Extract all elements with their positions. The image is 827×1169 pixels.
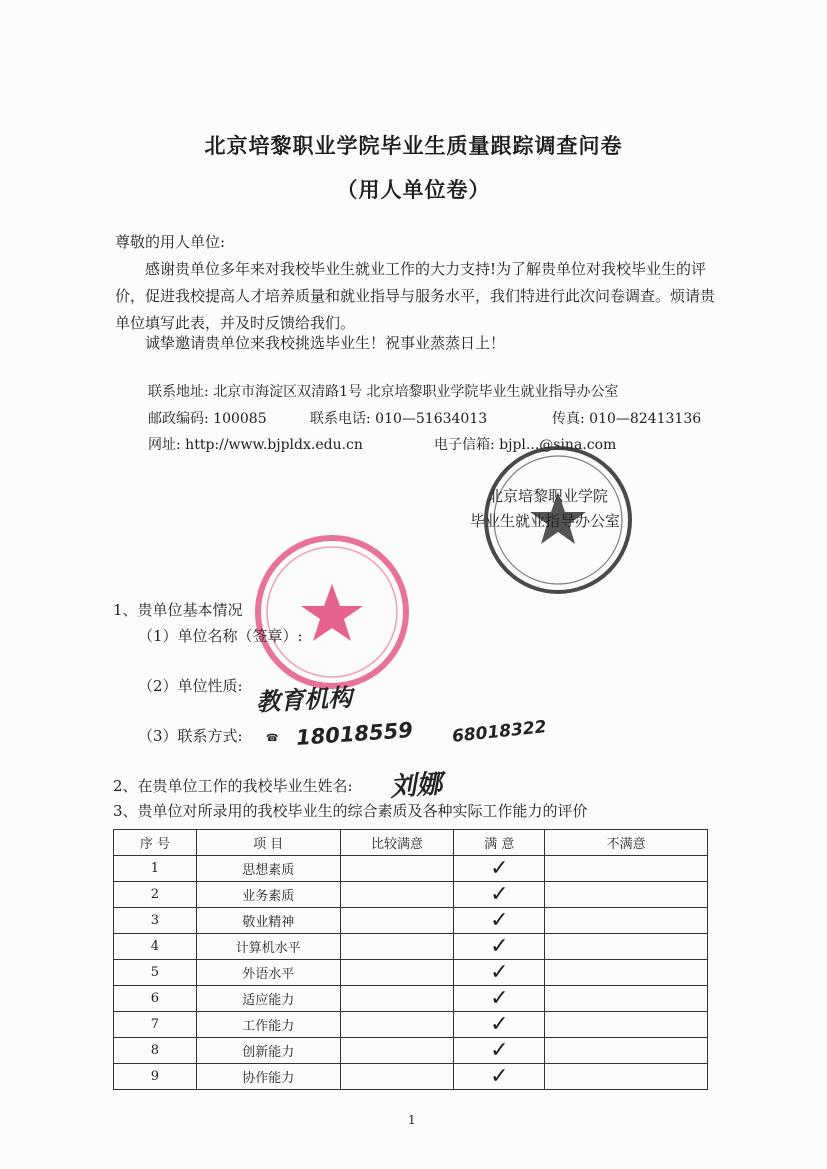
header-item: 项 目 (196, 830, 340, 856)
cell-satisfied (454, 1038, 545, 1064)
address-label: 联系地址: (148, 384, 209, 400)
address-value: 北京市海淀区双清路1号 北京培黎职业学院毕业生就业指导办公室 (213, 384, 619, 400)
website-label: 网址: (148, 437, 181, 453)
contact-fax (552, 408, 701, 428)
row-item: 敬业精神 (196, 908, 340, 934)
table-header-row (114, 830, 708, 856)
unit-name-label: （1）单位名称（签章）: (138, 627, 303, 645)
table-row (114, 1064, 708, 1090)
row-no: 5 (114, 960, 197, 986)
company-seal (252, 532, 412, 692)
website-value: http://www.bjpldx.edu.cn (185, 437, 363, 453)
cell-satisfied (454, 1012, 545, 1038)
check-mark-icon: ✓ (490, 907, 509, 933)
table-row (114, 1038, 708, 1064)
greeting: 尊敬的用人单位: (115, 233, 226, 251)
row-no: 4 (114, 934, 197, 960)
evaluation-table (113, 829, 708, 1090)
cell-fairly-satisfied (340, 960, 454, 986)
cell-fairly-satisfied (340, 856, 454, 882)
check-mark-icon: ✓ (490, 855, 509, 881)
row-no: 6 (114, 986, 197, 1012)
cell-fairly-satisfied (340, 1038, 454, 1064)
cell-fairly-satisfied (340, 986, 454, 1012)
email-value: bjpl...@sina.com (499, 437, 617, 453)
page-number: 1 (408, 1113, 416, 1127)
unit-nature-value: 教育机构 (255, 683, 353, 717)
cell-fairly-satisfied (340, 934, 454, 960)
table-row (114, 908, 708, 934)
section1-heading: 1、贵单位基本情况 (113, 601, 243, 619)
cell-unsatisfied (545, 882, 708, 908)
contact-value-1: 18018559 (295, 717, 414, 751)
row-item: 协作能力 (196, 1064, 340, 1090)
cell-satisfied (454, 986, 545, 1012)
cell-unsatisfied (545, 908, 708, 934)
cell-unsatisfied (545, 960, 708, 986)
row-no: 2 (114, 882, 197, 908)
contact-address (148, 381, 619, 401)
check-mark-icon: ✓ (490, 1037, 509, 1063)
cell-fairly-satisfied (340, 1064, 454, 1090)
table-row (114, 986, 708, 1012)
cell-unsatisfied (545, 856, 708, 882)
signature-line-2: 毕业生就业指导办公室 (470, 512, 621, 530)
row-item: 思想素质 (196, 856, 340, 882)
row-item: 计算机水平 (196, 934, 340, 960)
unit-nature-label: （2）单位性质: (138, 677, 243, 695)
cell-satisfied (454, 908, 545, 934)
contact-postcode (148, 408, 267, 428)
postcode-value: 100085 (213, 411, 267, 427)
phone-value: 010—51634013 (375, 411, 488, 427)
page-subtitle: （用人单位卷） (336, 177, 491, 202)
row-item: 外语水平 (196, 960, 340, 986)
cell-satisfied (454, 882, 545, 908)
row-item: 创新能力 (196, 1038, 340, 1064)
cell-satisfied (454, 960, 545, 986)
row-no: 3 (114, 908, 197, 934)
check-mark-icon: ✓ (490, 985, 509, 1011)
fax-label: 传真: (552, 411, 585, 427)
fax-value: 010—82413136 (589, 411, 702, 427)
header-fairly-satisfied: 比较满意 (340, 830, 454, 856)
row-no: 1 (114, 856, 197, 882)
table-row (114, 856, 708, 882)
check-mark-icon: ✓ (490, 959, 509, 985)
table-row (114, 882, 708, 908)
graduate-name-value: 刘娜 (389, 769, 444, 803)
check-mark-icon: ✓ (490, 933, 509, 959)
header-unsatisfied: 不满意 (545, 830, 708, 856)
cell-fairly-satisfied (340, 882, 454, 908)
phone-label: 联系电话: (310, 411, 371, 427)
row-item: 适应能力 (196, 986, 340, 1012)
row-no: 8 (114, 1038, 197, 1064)
invitation-text: 诚挚邀请贵单位来我校挑选毕业生！祝事业蒸蒸日上！ (145, 334, 506, 352)
contact-website (148, 434, 363, 454)
intro-paragraph: 感谢贵单位多年来对我校毕业生就业工作的大力支持!为了解贵单位对我校毕业生的评价，促进我校提高人才培养质量和就业指导与服务水平，我们特进行此次问卷调查。烦请贵单位填写此表，并及时反馈给我们。 (115, 260, 716, 332)
contact-phone (310, 408, 487, 428)
section3-heading: 3、贵单位对所录用的我校毕业生的综合素质及各种实际工作能力的评价 (113, 802, 588, 820)
header-no: 序 号 (114, 830, 197, 856)
section2-heading: 2、在贵单位工作的我校毕业生姓名: (113, 777, 353, 795)
cell-unsatisfied (545, 1038, 708, 1064)
row-no: 7 (114, 1012, 197, 1038)
check-mark-icon: ✓ (490, 881, 509, 907)
page-title: 北京培黎职业学院毕业生质量跟踪调查问卷 (204, 133, 623, 158)
table-row (114, 1012, 708, 1038)
table-row (114, 960, 708, 986)
cell-satisfied (454, 856, 545, 882)
header-satisfied: 满 意 (454, 830, 545, 856)
cell-unsatisfied (545, 1064, 708, 1090)
contact-method-label: （3）联系方式: (138, 727, 243, 745)
signature-line-1: 北京培黎职业学院 (488, 487, 609, 505)
cell-unsatisfied (545, 1012, 708, 1038)
phone-icon: ☎ (266, 733, 279, 744)
cell-unsatisfied (545, 934, 708, 960)
cell-unsatisfied (545, 986, 708, 1012)
email-label: 电子信箱: (434, 437, 495, 453)
row-item: 业务素质 (196, 882, 340, 908)
row-no: 9 (114, 1064, 197, 1090)
check-mark-icon: ✓ (490, 1063, 509, 1089)
cell-satisfied (454, 1064, 545, 1090)
table-row (114, 934, 708, 960)
contact-value-2: 68018322 (451, 717, 548, 747)
check-mark-icon: ✓ (490, 1011, 509, 1037)
cell-fairly-satisfied (340, 908, 454, 934)
cell-satisfied (454, 934, 545, 960)
row-item: 工作能力 (196, 1012, 340, 1038)
postcode-label: 邮政编码: (148, 411, 209, 427)
cell-fairly-satisfied (340, 1012, 454, 1038)
